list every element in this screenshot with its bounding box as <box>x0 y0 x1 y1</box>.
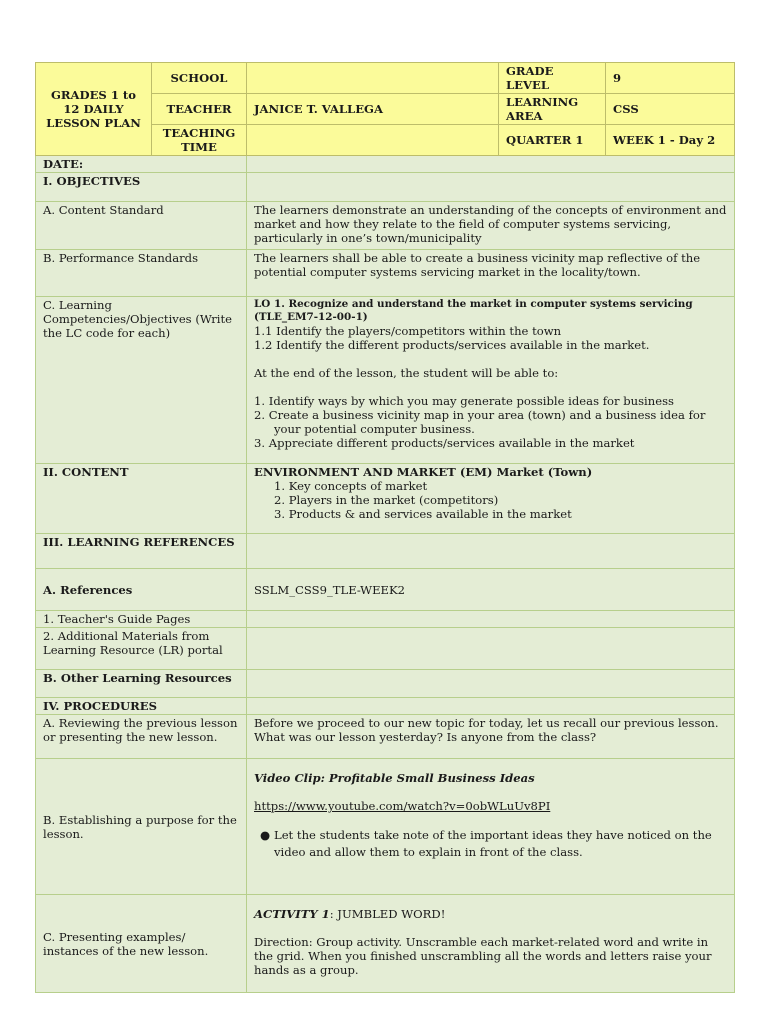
references-a-label: A. References <box>36 569 247 611</box>
grade-level-label: GRADE LEVEL <box>499 63 606 94</box>
performance-label: B. Performance Standards <box>36 250 247 297</box>
lo-item: 1.2 Identify the different products/services available in the market. <box>254 338 650 352</box>
content-title: ENVIRONMENT AND MARKET (EM) Market (Town) <box>254 465 593 479</box>
activity-heading <box>254 907 727 921</box>
activity-name: : JUMBLED WORD! <box>329 907 446 921</box>
additional-materials-value <box>247 628 735 670</box>
video-link[interactable]: https://www.youtube.com/watch?v=0obWLuUv8PI <box>254 799 551 813</box>
content-standard-label: A. Content Standard <box>36 202 247 250</box>
procedures-heading: IV. PROCEDURES <box>36 698 247 715</box>
objectives-heading-value <box>247 173 735 202</box>
plan-title: GRADES 1 to 12 DAILY LESSON PLAN <box>36 63 152 156</box>
competencies-label: C. Learning Competencies/Objectives (Write the LC code for each) <box>36 297 247 464</box>
quarter-label: QUARTER 1 <box>499 125 606 156</box>
other-resources-value <box>247 670 735 698</box>
lo-item: 1.1 Identify the players/competitors within the town <box>254 324 562 338</box>
references-heading-value <box>247 534 735 569</box>
procedure-a-cell <box>247 715 735 759</box>
teacher-label: TEACHER <box>152 94 247 125</box>
procedures-heading-value <box>247 698 735 715</box>
performance-text: The learners shall be able to create a business vicinity map reflective of the potential computer systems servicing market in the locality/town. <box>247 250 735 297</box>
date-value <box>247 156 735 173</box>
references-a-value: SSLM_CSS9_TLE-WEEK2 <box>247 569 735 611</box>
additional-materials-label: 2. Additional Materials from Learning Resource (LR) portal <box>36 628 247 670</box>
outcome-item: 2. Create a business vicinity map in your area (town) and a business idea for your potential computer business. <box>254 408 706 436</box>
school-label: SCHOOL <box>152 63 247 94</box>
bullet-text: Let the students take note of the important ideas they have noticed on the video and allow them to explain in front of the class. <box>274 828 712 859</box>
lo-title: LO 1. Recognize and understand the market in computer systems servicing (TLE_EM7-12-00-1) <box>254 298 693 323</box>
learning-area-value: CSS <box>606 94 735 125</box>
lesson-plan-sheet <box>35 62 734 993</box>
teacher-guide-value <box>247 611 735 628</box>
outcome-item: 1. Identify ways by which you may generate possible ideas for business <box>254 394 674 408</box>
procedure-c-label: C. Presenting examples/ instances of the new lesson. <box>36 895 247 993</box>
learning-area-label: LEARNING AREA <box>499 94 606 125</box>
content-heading: II. CONTENT <box>36 464 247 534</box>
bullet-item <box>254 827 727 861</box>
teaching-time-value <box>247 125 499 156</box>
activity-label: ACTIVITY 1 <box>254 907 330 921</box>
content-item: 3. Products & and services available in the market <box>274 507 572 521</box>
activity-direction: Direction: Group activity. Unscramble each market-related word and write in the grid. When you finished unscrambling all the words and letters raise your hands as a group. <box>254 935 712 977</box>
procedure-b-label: B. Establishing a purpose for the lesson. <box>36 759 247 895</box>
outcome-item: 3. Appreciate different products/services available in the market <box>254 436 635 450</box>
school-value <box>247 63 499 94</box>
teacher-value: JANICE T. VALLEGA <box>247 94 499 125</box>
procedure-a-text: Before we proceed to our new topic for today, let us recall our previous lesson. <box>254 716 719 730</box>
procedure-a-question: What was our lesson yesterday? Is anyone from the class? <box>254 730 597 744</box>
competencies-cell <box>247 297 735 464</box>
references-heading: III. LEARNING REFERENCES <box>36 534 247 569</box>
content-cell <box>247 464 735 534</box>
content-standard-text: The learners demonstrate an understanding of the concepts of environment and market and how they relate to the field of computer systems servicing, particularly in one’s town/municipality <box>247 202 735 250</box>
procedure-c-cell <box>247 895 735 993</box>
teaching-time-label: TEACHING TIME <box>152 125 247 156</box>
teacher-guide-label: 1. Teacher's Guide Pages <box>36 611 247 628</box>
content-item: 1. Key concepts of market <box>274 479 428 493</box>
objectives-heading: I. OBJECTIVES <box>36 173 247 202</box>
content-item: 2. Players in the market (competitors) <box>274 493 499 507</box>
procedure-a-label: A. Reviewing the previous lesson or presenting the new lesson. <box>36 715 247 759</box>
date-label: DATE: <box>36 156 247 173</box>
grade-level-value: 9 <box>606 63 735 94</box>
video-clip-title: Video Clip: Profitable Small Business Ideas <box>254 771 535 785</box>
other-resources-label: B. Other Learning Resources <box>36 670 247 698</box>
end-of-lesson-text: At the end of the lesson, the student will be able to: <box>254 366 559 380</box>
procedure-b-cell <box>247 759 735 895</box>
lesson-plan-table <box>35 62 735 993</box>
week-value: WEEK 1 - Day 2 <box>606 125 735 156</box>
bullet-icon: ● <box>260 828 271 842</box>
